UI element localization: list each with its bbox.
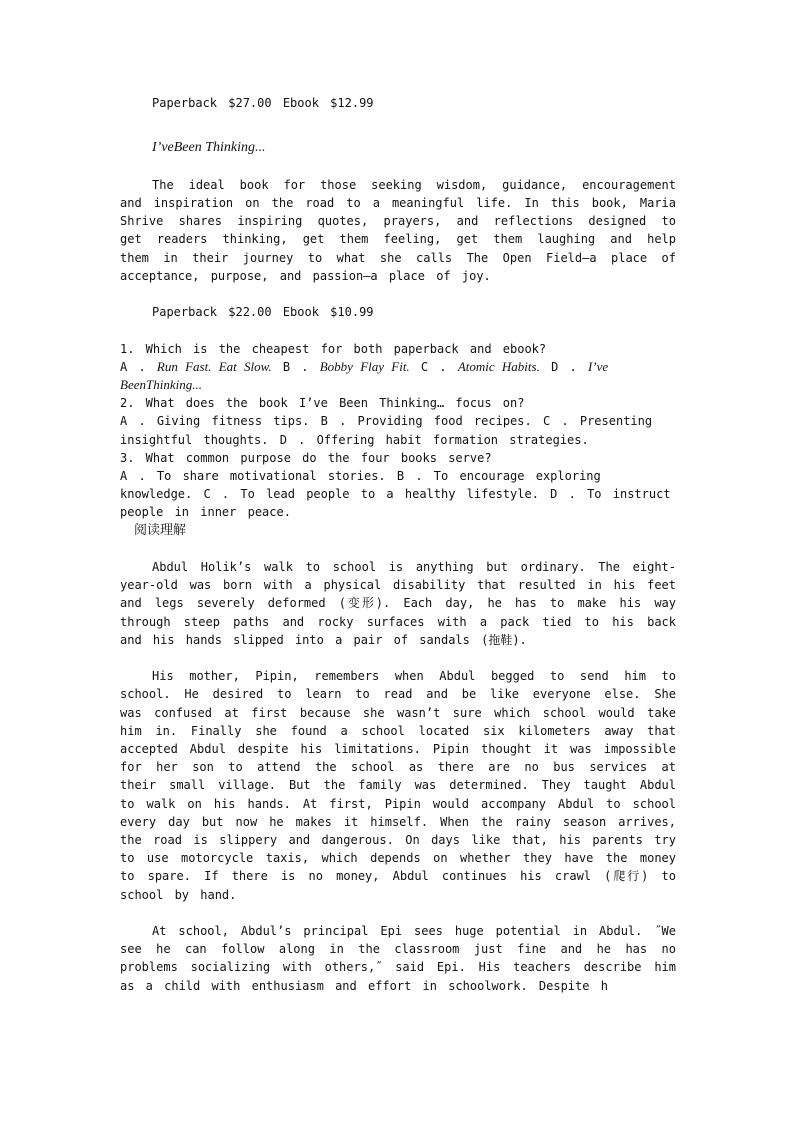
question-stem: 2. What does the book I’ve Been Thinking… focus on? <box>120 396 525 411</box>
option-d: Offering habit formation strategies. <box>316 432 589 447</box>
option-c: Presenting insightful thoughts. <box>120 414 653 447</box>
document-page <box>120 94 676 995</box>
question-1 <box>120 340 676 395</box>
option-letter: C . <box>420 359 458 374</box>
option-letter: A . <box>120 469 157 483</box>
option-letter: D . <box>551 359 588 374</box>
option-letter: B . <box>396 469 434 483</box>
passage-paragraph-1: Abdul Holik’s walk to school is anything but ordinary. The eight-year-old was born with a physical disability that resulted in his feet and legs severely deformed (变形). Each day, he has to make his way through steep paths and rocky surfaces with a pack tied to his back and his hands slipped into a pair of sandals (拖鞋). <box>120 560 676 647</box>
option-letter: A . <box>120 414 157 429</box>
question-2 <box>120 394 676 449</box>
question-stem: 1. Which is the cheapest for both paperback and ebook? <box>120 341 547 356</box>
passage-paragraph-3: At school, Abdul’s principal Epi sees huge potential in Abdul. ˝We see he can follow along in the classroom just fine and he has no problems socializing with others,˝ said Epi. His teachers describe him as a child with enthusiasm and effort in schoolwork. Despite h <box>120 924 676 993</box>
question-stem: 3. What common purpose do the four books serve? <box>120 450 492 465</box>
question-options <box>120 412 676 448</box>
option-letter: D . <box>550 487 588 502</box>
option-a: Giving fitness tips. <box>156 414 310 429</box>
option-letter: C . <box>542 414 580 429</box>
option-letter: C . <box>203 487 241 502</box>
book1-prices: Paperback $27.00 Ebook $12.99 <box>152 96 374 110</box>
passage-paragraph-2: His mother, Pipin, remembers when Abdul begged to send him to school. He desired to learn to read and be like everyone else. She was confused at first because she wasn’t sure which school would take him in. Finally she found a school located six kilometers away that accepted Abdul despite his limitations. Pipin thought it was impossible for her son to attend the school as there are no bus services at their small village. But the family was determined. They taught Abdul to walk on his hands. At first, Pipin would accompany Abdul to school every day but now he makes it himself. When the rainy season arrives, the road is slippery and dangerous. On days like that, his parents try to use motorcycle taxis, which depends on whether they have the money to spare. If there is no money, Abdul continues his crawl (爬行) to school by hand. <box>120 669 676 902</box>
option-b: To encourage exploring knowledge. <box>120 469 601 502</box>
option-letter: A . <box>120 359 157 374</box>
question-options <box>120 358 676 394</box>
option-letter: B . <box>320 414 358 429</box>
book2-prices: Paperback $22.00 Ebook $10.99 <box>152 305 374 320</box>
option-a: Run Fast. Eat Slow. <box>156 358 272 374</box>
book2-description: The ideal book for those seeking wisdom, guidance, encouragement and inspiration on the road to a meaningful life. In this book, Maria Shrive shares inspiring quotes, prayers, and reflections designed to get readers thinking, get them feeling, get them laughing and help them in their journey to what she calls The Open Field—a place of acceptance, purpose, and passion—a place of joy. <box>120 177 676 283</box>
option-d: To instruct people in inner peace. <box>120 487 671 520</box>
option-a: To share motivational stories. <box>156 469 386 483</box>
option-d: I’ve BeenThinking... <box>120 358 609 392</box>
option-letter: D . <box>279 432 317 447</box>
section-heading: 阅读理解 <box>134 522 187 538</box>
option-b: Bobby Flay Fit. <box>319 358 410 374</box>
option-b: Providing food recipes. <box>357 414 532 429</box>
option-c: To lead people to a healthy lifestyle. <box>240 487 539 502</box>
question-3 <box>120 449 676 522</box>
option-c: Atomic Habits. <box>457 358 540 374</box>
option-letter: B . <box>282 359 320 374</box>
book2-title: I’veBeen Thinking... <box>152 140 266 156</box>
question-options <box>120 467 676 522</box>
